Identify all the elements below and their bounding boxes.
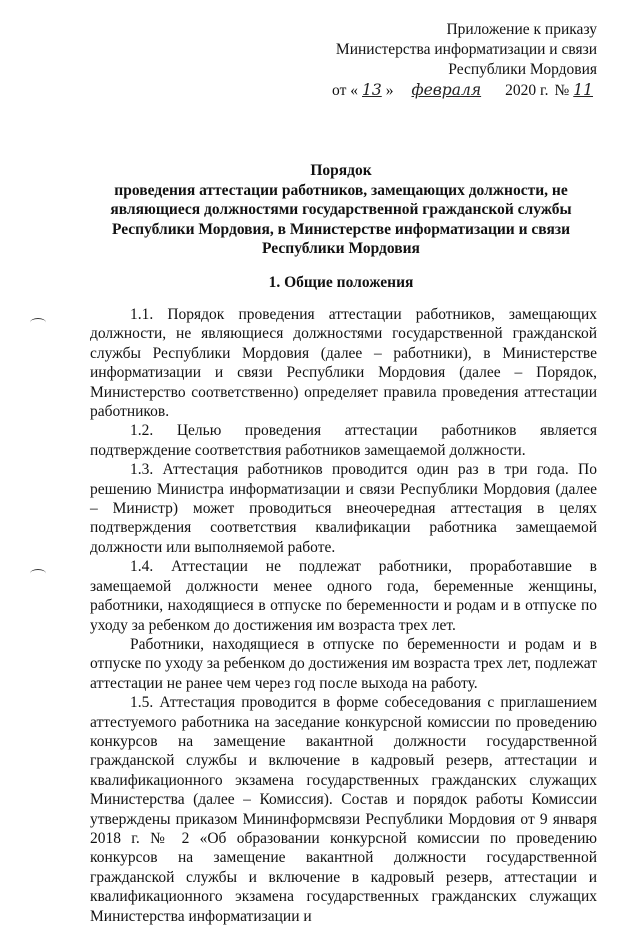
date-mid: » [385,82,394,99]
order-date-line [300,80,597,101]
date-year: 2020 г. [505,82,549,99]
paragraph-1-1: 1.1. Порядок проведения аттестации работников, замещающих должности, не являющиеся должностями государственной гражданской службы Республики Мордовия (далее – работники), в Министерстве информатизации и связи Республики Мордовия (далее – Порядок, Министерство соответственно) определяет правила проведения аттестации работников. [90,306,597,421]
order-appendix-header [300,20,597,101]
header-line-1: Приложение к приказу [446,21,597,38]
header-line-3: Республики Мордовия [448,61,597,78]
title-line-1: Порядок [310,162,372,179]
paragraph-1-4: 1.4. Аттестации не подлежат работники, проработавшие в замещаемой должности менее одного года, беременные женщины, работники, находящиеся в отпуске по беременности и родам и в отпуске по уходу за ребенком до достижения им возраста трех лет. [90,558,597,634]
date-day-handwritten: 13 [362,81,382,99]
document-body [90,305,597,926]
margin-mark-icon [30,318,46,327]
date-month-handwritten: февраля [411,81,482,99]
document-title [90,161,592,259]
date-prefix: от « [332,82,358,99]
paragraph-1-5: 1.5. Аттестация проводится в форме собеседования с приглашением аттестуемого работника на заседание конкурсной комиссии по проведению конкурсов на замещение вакантной должности государственной гражданской службы и включение в кадровый резерв, аттестации и квалификационного экзамена государственных гражданских служащих Министерства (далее – Комиссия). Состав и порядок работы Комиссии утверждены приказом Мининформсвязи Республики Мордовия от 9 января 2018 г. № 2 «Об образовании конкурсной комиссии по проведению конкурсов на замещение вакантной должности государственной гражданской службы и включение в кадровый резерв, аттестации и квалификационного экзамена государственных гражданских служащих Министерства информатизации и [90,694,597,925]
paragraph-1-4-cont: Работники, находящиеся в отпуске по беременности и родам и в отпуске по уходу за ребенком до достижения им возраста трех лет, подлежат аттестации не ранее чем через год после выхода на работу. [90,635,597,692]
header-line-2: Министерства информатизации и связи [335,41,597,58]
title-line-2: проведения аттестации работников, замещающих должности, не являющиеся должностями государственной гражданской службы Республики Мордовия, в Министерстве информатизации и связи Республики Мордовия [110,181,572,257]
margin-mark-icon [30,569,46,578]
paragraph-1-2: 1.2. Целью проведения аттестации работников является подтверждение соответствия работников замещаемой должности. [90,422,597,459]
section-heading: 1. Общие положения [268,274,414,291]
number-prefix: № [554,82,570,99]
paragraph-1-3: 1.3. Аттестация работников проводится один раз в три года. По решению Министра информатизации и связи Республики Мордовия (далее – Министр) может проводиться внеочередная аттестация в целях подтверждения соответствия квалификации работника замещаемой должности или выполняемой работе. [90,461,597,556]
order-number-handwritten: 11 [573,81,593,99]
